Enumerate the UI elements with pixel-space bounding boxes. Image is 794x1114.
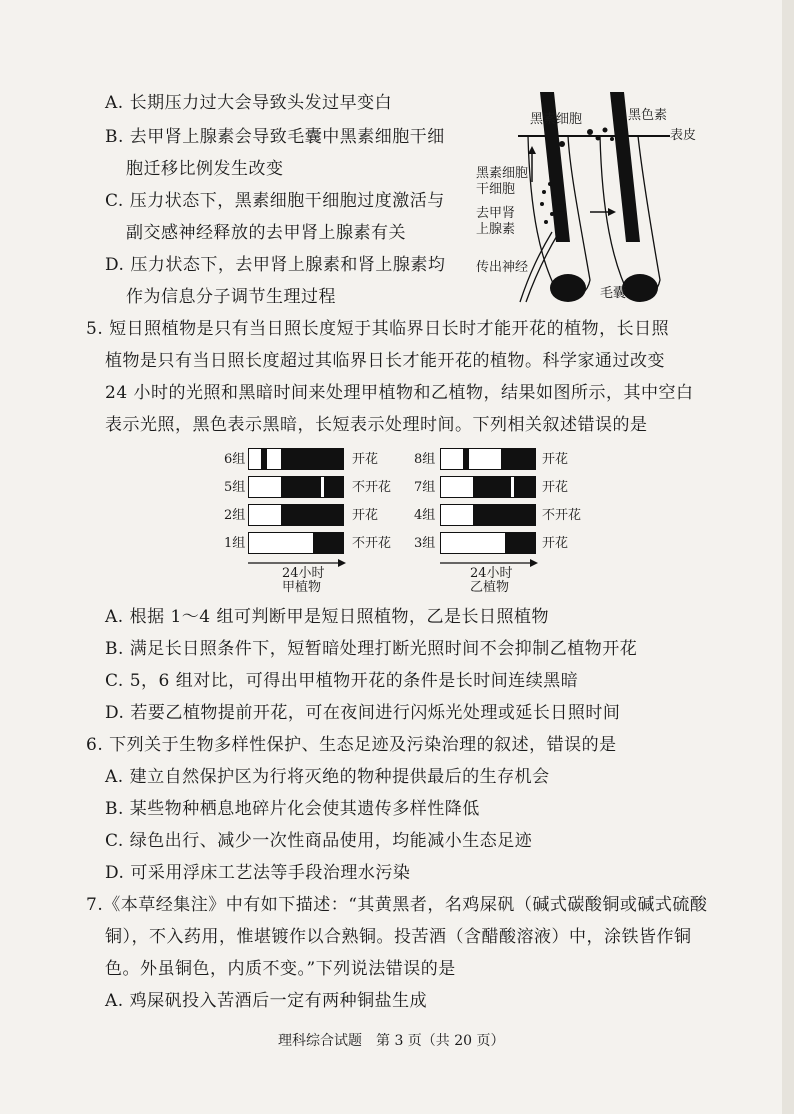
group-7-bar [440,476,536,498]
q4-option-d: D. 压力状态下，去甲肾上腺素和肾上腺素均 [105,255,446,275]
q4-option-d-cont: 作为信息分子调节生理过程 [126,287,336,307]
fig-label-follicle: 毛囊 [600,286,627,301]
q5-stem-1: 5. 短日照植物是只有当日照长度短于其临界日长时才能开花的植物，长日照 [86,319,670,339]
plant-b-axis-label-2: 乙植物 [470,580,510,595]
group-4-result: 不开花 [542,508,582,523]
q4-option-c: C. 压力状态下，黑素细胞干细胞过度激活与 [105,191,445,211]
q6-option-c: C. 绿色出行、减少一次性商品使用，均能减小生态足迹 [105,831,533,851]
group-4-label: 4组 [414,508,436,523]
plant-a-axis-label-2: 甲植物 [282,580,322,595]
group-8-bar [440,448,536,470]
group-6-result: 开花 [352,452,379,467]
fig-label-ne-2: 上腺素 [476,222,516,237]
q4-option-a: A. 长期压力过大会导致头发过早变白 [105,93,393,113]
q4-option-b-cont: 胞迁移比例发生改变 [126,159,284,179]
group-3-label: 3组 [414,536,436,551]
q7-stem-2: 铜），不入药用，惟堪镀作以合熟铜。投苦酒（含醋酸溶液）中，涂铁皆作铜 [105,927,692,947]
fig-label-melanin: 黑色素 [628,108,668,123]
group-5-bar [248,476,344,498]
q6-stem: 6. 下列关于生物多样性保护、生态足迹及污染治理的叙述，错误的是 [86,735,617,755]
q5-option-d: D. 若要乙植物提前开花，可在夜间进行闪烁光处理或延长日照时间 [105,703,621,723]
fig-label-ne-1: 去甲肾 [476,206,516,221]
q5-stem-4: 表示光照，黑色表示黑暗，长短表示处理时间。下列相关叙述错误的是 [105,415,648,435]
fig-label-melanocyte: 黑素细胞 [530,112,583,127]
plant-b-axis-label-1: 24小时 [470,566,513,581]
hair-follicle-figure [470,92,710,310]
group-3-bar [440,532,536,554]
q4-option-c-cont: 副交感神经释放的去甲肾上腺素有关 [126,223,406,243]
q5-option-c: C. 5，6 组对比，可得出甲植物开花的条件是长时间连续黑暗 [105,671,579,691]
q6-option-a: A. 建立自然保护区为行将灭绝的物种提供最后的生存机会 [105,767,550,787]
q7-stem-3: 色。外虽铜色，内质不变。”下列说法错误的是 [105,959,456,979]
fig-label-stem-cell-2: 干细胞 [476,182,516,197]
page-footer: 理科综合试题 第 3 页（共 20 页） [278,1033,505,1049]
group-6-bar [248,448,344,470]
q7-stem-1: 7.《本草经集注》中有如下描述：“其黄黑者，名鸡屎矾（碱式碳酸铜或碱式硫酸 [86,895,708,915]
group-1-label: 1组 [224,536,246,551]
q6-option-b: B. 某些物种栖息地碎片化会使其遗传多样性降低 [105,799,480,819]
group-8-label: 8组 [414,452,436,467]
group-4-bar [440,504,536,526]
q7-option-a: A. 鸡屎矾投入苦酒后一定有两种铜盐生成 [105,991,428,1011]
group-1-result: 不开花 [352,536,392,551]
group-7-label: 7组 [414,480,436,495]
plant-a-axis-label-1: 24小时 [282,566,325,581]
group-8-result: 开花 [542,452,569,467]
q5-option-a: A. 根据 1～4 组可判断甲是短日照植物，乙是长日照植物 [105,607,550,627]
group-2-result: 开花 [352,508,379,523]
group-7-result: 开花 [542,480,569,495]
q5-stem-2: 植物是只有当日照长度超过其临界日长才能开花的植物。科学家通过改变 [105,351,665,371]
group-6-label: 6组 [224,452,246,467]
group-5-result: 不开花 [352,480,392,495]
q5-stem-3: 24 小时的光照和黑暗时间来处理甲植物和乙植物，结果如图所示，其中空白 [105,383,694,403]
q4-option-b: B. 去甲肾上腺素会导致毛囊中黑素细胞干细 [105,127,445,147]
q5-option-b: B. 满足长日照条件下，短暂暗处理打断光照时间不会抑制乙植物开花 [105,639,638,659]
page-edge-shadow [782,0,794,1114]
group-5-label: 5组 [224,480,246,495]
group-2-label: 2组 [224,508,246,523]
fig-label-efferent-nerve: 传出神经 [476,260,529,275]
q6-option-d: D. 可采用浮床工艺法等手段治理水污染 [105,863,411,883]
group-2-bar [248,504,344,526]
group-1-bar [248,532,344,554]
group-3-result: 开花 [542,536,569,551]
fig-label-stem-cell-1: 黑素细胞 [476,166,529,181]
fig-label-epidermis: 表皮 [670,128,697,143]
